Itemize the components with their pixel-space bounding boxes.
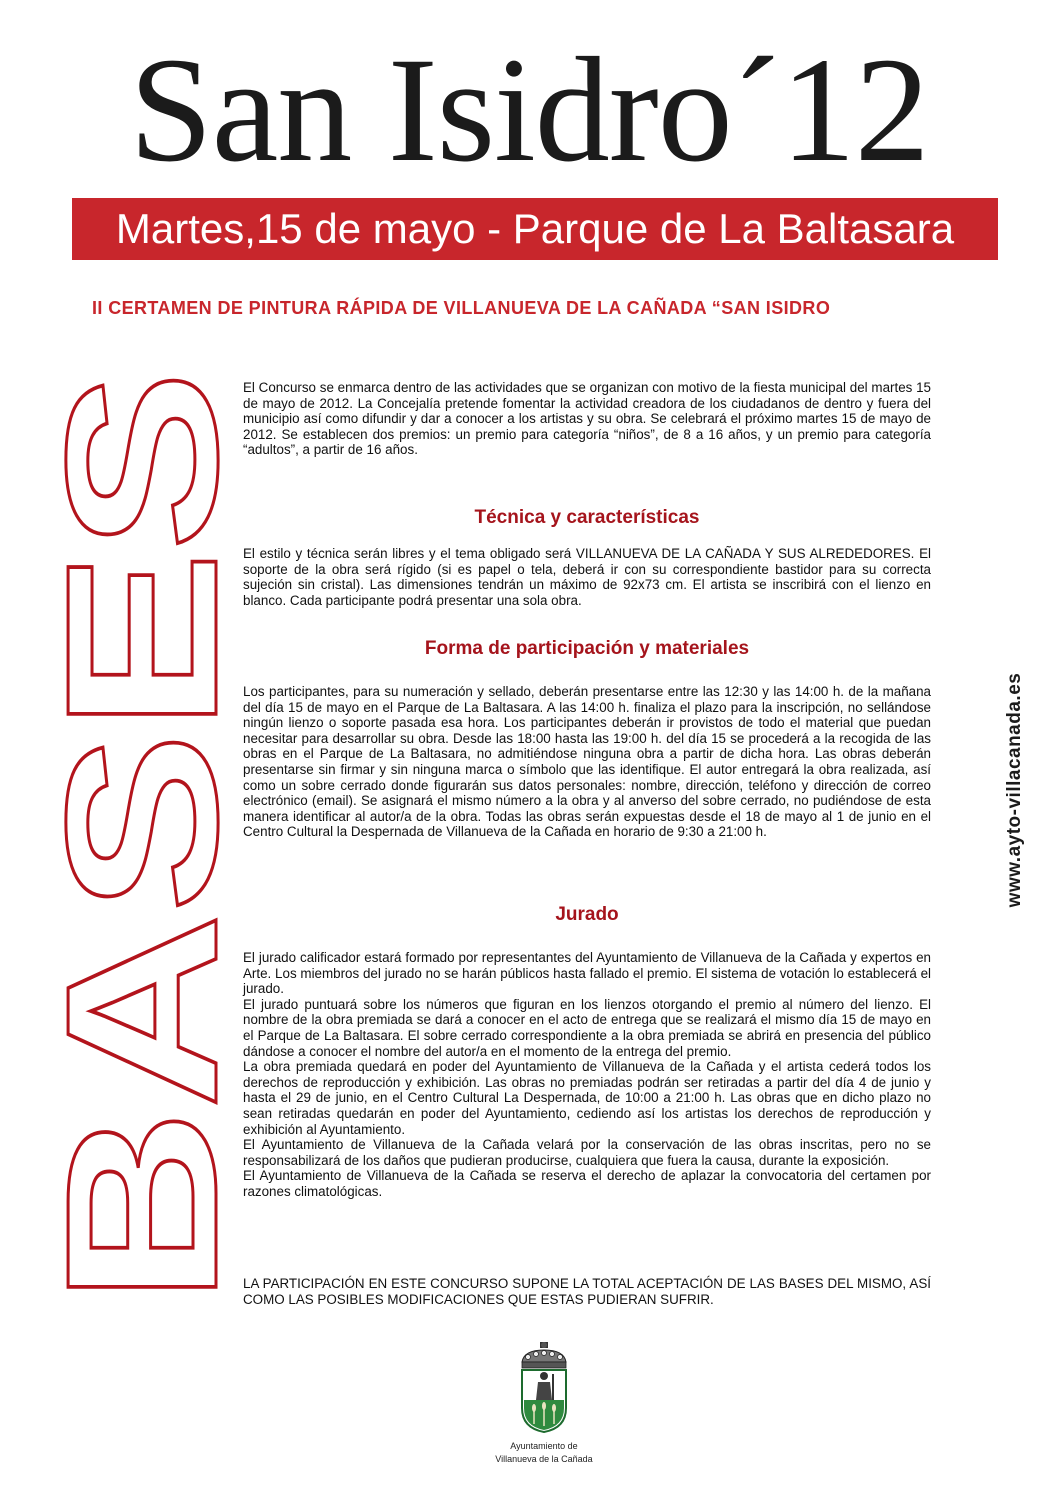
jury-paragraph: El jurado puntuará sobre los números que figuran en los lienzos otorgando el premio al número del lienzo. El nombre de la obra premiada se dará a conocer en el acto de entrega que se realizará el mismo día 15 de mayo en el Parque de La Baltasara. El sobre cerrado correspondiente a la obra premiada se abrirá en presencia del público dándose a conocer el nombre del autor/a en el momento de la entrega del premio. <box>243 996 931 1059</box>
bases-word: BASES <box>36 564 231 1305</box>
bases-side-word <box>36 360 231 1310</box>
contest-subtitle: II CERTAMEN DE PINTURA RÁPIDA DE VILLANUEVA DE LA CAÑADA “SAN ISIDRO <box>92 298 831 318</box>
date-location-text: Martes,15 de mayo - Parque de La Baltasara <box>115 205 955 252</box>
jury-paragraph: La obra premiada quedará en poder del Ayuntamiento de Villanueva de la Cañada y el artista cederá todos los derechos de reproducción y exhibición. Las obras no premiadas podrán ser retiradas a partir del día 4 de junio y hasta el 29 de junio, en el Centro Cultural La Despernada, de 10:00 a 21:00 h. Las obras que en dicho plazo no sean retiradas quedarán en poder del Ayuntamiento, cediendo así los artistas los derechos de reproducción y exhibición al Ayuntamiento. <box>243 1059 931 1137</box>
closing-statement: LA PARTICIPACIÓN EN ESTE CONCURSO SUPONE LA TOTAL ACEPTACIÓN DE LAS BASES DEL MISMO, ASÍ COMO LAS POSIBLES MODIFICACIONES QUE ESTAS PUDIERAN SUFRIR. <box>243 1276 931 1307</box>
section-heading-technique: Técnica y características <box>474 507 700 528</box>
technique-paragraph: El estilo y técnica serán libres y el tema obligado será VILLANUEVA DE LA CAÑADA Y SUS ALREDEDORES. El soporte de la obra será rígido (si es papel o tela, deberá ir con su correspondiente bastidor para su correcta sujeción sin cristal). Las dimensiones tendrán un máximo de 92x73 cm. El artista se inscribirá con el lienzo en blanco. Cada participante podrá presentar una sola obra. <box>243 546 931 608</box>
participation-paragraph: Los participantes, para su numeración y sellado, deberán presentarse entre las 12:30 y las 14:00 h. de la mañana del día 15 de mayo en el Parque de La Baltasara. A las 14:00 h. finaliza el plazo para la inscripción, no sellándose ningún lienzo o soporte pasada esa hora. Los participantes deberán ir provistos de todo el material que puedan necesitar para desarrollar su obra. Desde las 18:00 hasta las 19:00 h. del día 15 se procederá a la recogida de las obras en el Parque de La Baltasara, no admitiéndose ninguna obra a partir de dicha hora. Las obras deberán presentarse sin firmar y sin ninguna marca o símbolo que las identifique. El autor entregará la obra realizada, así como un sobre cerrado donde figurarán sus datos personales: nombre, dirección, teléfono y dirección de correo electrónico (email). Se asignará el mismo número a la obra y al anverso del sobre cerrado, no pudiéndose de esta manera identificar al autor/a de la obra. Todas las obras serán expuestas desde el 18 de mayo al 1 de junio en el Centro Cultural la Despernada de Villanueva de la Cañada en horario de 9:30 a 21:00 h. <box>243 684 931 840</box>
section-heading-participation: Forma de participación y materiales <box>424 638 750 659</box>
municipal-crest-icon <box>514 1340 574 1435</box>
jury-text <box>243 950 931 1200</box>
section-heading-jury: Jurado <box>555 904 619 925</box>
crest-caption-line1: Ayuntamiento de <box>510 1441 578 1451</box>
page-title: San Isidro´12 <box>129 27 929 193</box>
website-url-text: www.ayto-villacanada.es <box>1004 672 1025 908</box>
jury-paragraph: El Ayuntamiento de Villanueva de la Cañada se reserva el derecho de aplazar la convocatoria del certamen por razones climatológicas. <box>243 1168 931 1199</box>
crest-caption <box>440 1440 648 1466</box>
website-url[interactable] <box>1000 640 1030 940</box>
intro-paragraph: El Concurso se enmarca dentro de las actividades que se organizan con motivo de la fiesta municipal del martes 15 de mayo de 2012. La Concejalía pretende fomentar la actividad creadora de los ciudadanos de dentro y fuera del municipio así como difundir y dar a conocer a los artistas y su obra. Se celebrará el próximo martes 15 de mayo de 2012. Se establecen dos premios: un premio para categoría “niños”, de 8 a 16 años, y un premio para categoría “adultos”, a partir de 16 años. <box>243 380 931 458</box>
crest-caption-line2: Villanueva de la Cañada <box>495 1454 593 1464</box>
date-location-banner <box>72 198 998 260</box>
jury-paragraph: El jurado calificador estará formado por representantes del Ayuntamiento de Villanueva de la Cañada y expertos en Arte. Los miembros del jurado no se harán públicos hasta fallado el premio. El sistema de votación lo establecerá el jurado. <box>243 950 931 997</box>
jury-paragraph: El Ayuntamiento de Villanueva de la Cañada velará por la conservación de las obras inscritas, pero no se responsabilizará de los daños que pudieran producirse, cualquiera que fuera la causa, durante la exposición. <box>243 1137 931 1168</box>
